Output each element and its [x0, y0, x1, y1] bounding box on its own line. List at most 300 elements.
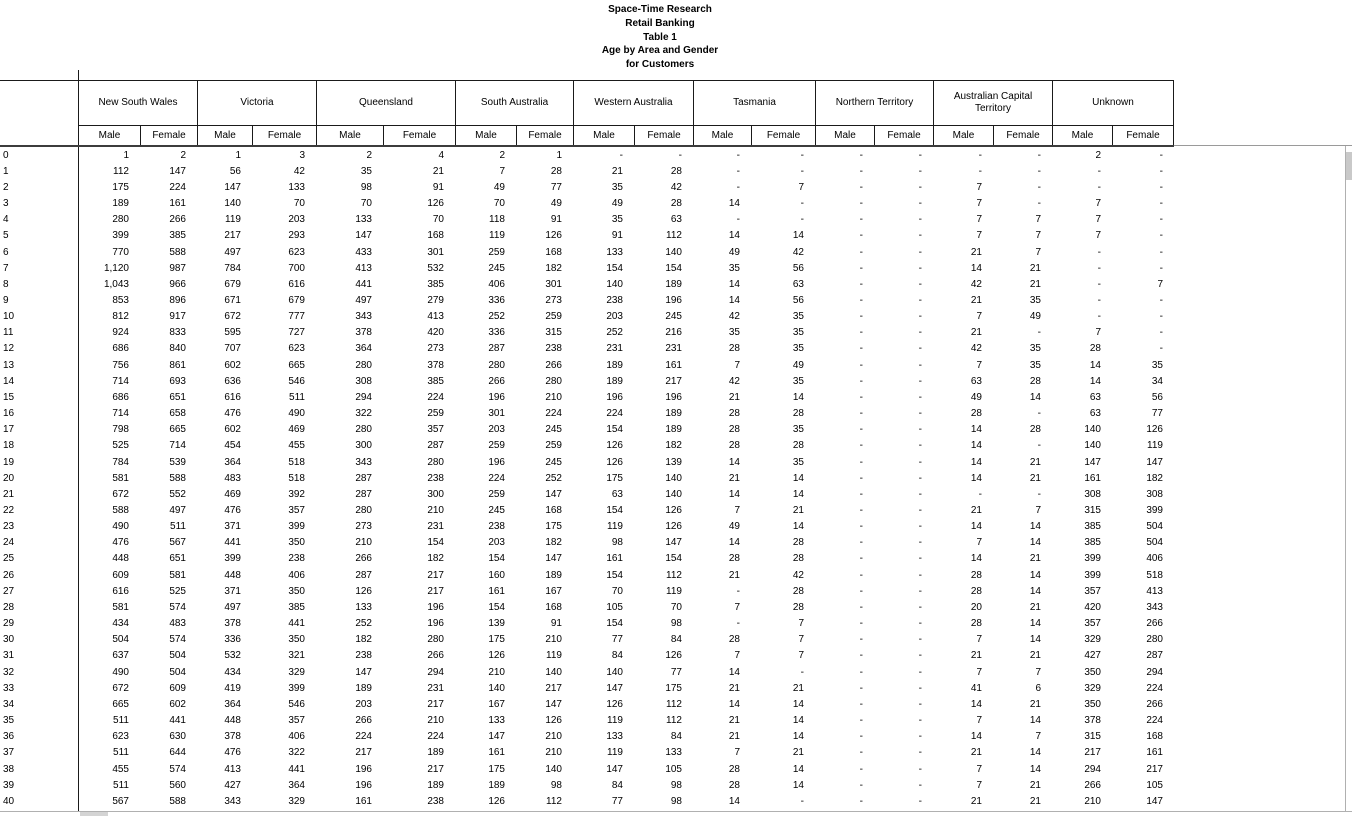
value-cell: 21 — [792, 682, 804, 694]
value-cell: 126 — [606, 698, 623, 710]
value-cell: 35 — [611, 214, 623, 226]
table-row — [0, 599, 1174, 615]
value-cell: 7 — [1095, 198, 1101, 210]
value-cell: 140 — [545, 666, 562, 678]
value-cell: 217 — [427, 698, 444, 710]
value-cell: 924 — [112, 327, 129, 339]
value-cell: 329 — [1084, 634, 1101, 646]
value-cell: 182 — [665, 440, 682, 452]
value-cell: 147 — [355, 230, 372, 242]
value-cell: - — [918, 505, 922, 517]
horizontal-scrollbar-thumb[interactable] — [80, 812, 108, 816]
value-cell: - — [1159, 262, 1163, 274]
value-cell: 203 — [488, 424, 505, 436]
value-cell: - — [859, 553, 863, 565]
value-cell: 182 — [1146, 472, 1163, 484]
value-cell: 35 — [792, 424, 804, 436]
value-cell: - — [1037, 181, 1041, 193]
table-body — [0, 147, 1174, 809]
value-cell: - — [859, 601, 863, 613]
value-cell: 637 — [112, 650, 129, 662]
table-sub-header-row — [78, 126, 1174, 145]
value-cell: 63 — [670, 214, 682, 226]
value-cell: 91 — [550, 618, 562, 630]
value-cell: 336 — [224, 634, 241, 646]
value-cell: - — [1037, 149, 1041, 161]
age-label: 30 — [3, 634, 15, 646]
age-label: 20 — [3, 472, 15, 484]
age-label: 36 — [3, 731, 15, 743]
value-cell: 406 — [1146, 553, 1163, 565]
value-cell: 140 — [665, 472, 682, 484]
value-cell: 840 — [169, 343, 186, 355]
value-cell: 21 — [792, 747, 804, 759]
value-cell: 63 — [1089, 391, 1101, 403]
title-line-population: for Customers — [625, 59, 695, 71]
value-cell: 203 — [606, 311, 623, 323]
value-cell: 434 — [112, 618, 129, 630]
value-cell: 119 — [607, 715, 623, 727]
table-row — [0, 616, 1174, 632]
value-cell: 7 — [976, 214, 982, 226]
value-cell: 665 — [288, 359, 305, 371]
value-cell: - — [918, 311, 922, 323]
value-cell: - — [918, 246, 922, 258]
value-cell: 21 — [728, 569, 740, 581]
age-label: 26 — [3, 569, 15, 581]
value-cell: - — [918, 343, 922, 355]
value-cell: 14 — [1089, 375, 1101, 387]
value-cell: - — [918, 424, 922, 436]
column-group-qld: Queensland — [316, 81, 455, 125]
value-cell: 189 — [606, 375, 623, 387]
value-cell: 7 — [734, 747, 740, 759]
value-cell: - — [859, 795, 863, 807]
value-cell: 84 — [611, 650, 623, 662]
value-cell: 7 — [1095, 230, 1101, 242]
value-cell: 329 — [288, 666, 305, 678]
value-cell: 70 — [360, 198, 372, 210]
value-cell: 14 — [728, 488, 740, 500]
table-row — [0, 712, 1174, 728]
value-cell: 133 — [288, 181, 305, 193]
value-cell: 105 — [665, 763, 682, 775]
value-cell: 504 — [112, 634, 129, 646]
value-cell: 147 — [1084, 456, 1101, 468]
value-cell: 217 — [1146, 763, 1163, 775]
value-cell: 399 — [1146, 505, 1163, 517]
value-cell: - — [859, 650, 863, 662]
value-cell: 189 — [427, 747, 444, 759]
value-cell: 504 — [1146, 521, 1163, 533]
value-cell: 238 — [288, 553, 305, 565]
value-cell: 168 — [545, 246, 562, 258]
value-cell: 126 — [488, 795, 505, 807]
value-cell: 7 — [798, 650, 804, 662]
value-cell: 161 — [169, 198, 186, 210]
vertical-scrollbar[interactable] — [1345, 146, 1352, 811]
value-cell: - — [918, 391, 922, 403]
value-cell: - — [859, 181, 863, 193]
value-cell: - — [918, 553, 922, 565]
value-cell: 511 — [113, 715, 129, 727]
column-group-sa: South Australia — [455, 81, 573, 125]
value-cell: 28 — [1089, 343, 1101, 355]
value-cell: 126 — [545, 715, 562, 727]
value-cell: 63 — [1089, 408, 1101, 420]
value-cell: 168 — [427, 230, 444, 242]
value-cell: 126 — [606, 456, 623, 468]
column-nt-male: Male — [815, 126, 874, 145]
value-cell: 350 — [288, 585, 305, 597]
value-cell: 308 — [1084, 488, 1101, 500]
value-cell: - — [859, 424, 863, 436]
table-row — [0, 777, 1174, 793]
value-cell: 476 — [224, 505, 241, 517]
value-cell: 245 — [545, 424, 562, 436]
value-cell: - — [1097, 278, 1101, 290]
value-cell: 147 — [224, 181, 241, 193]
age-label: 27 — [3, 585, 15, 597]
value-cell: 14 — [792, 230, 804, 242]
value-cell: 126 — [488, 650, 505, 662]
value-cell: 672 — [224, 311, 241, 323]
table-row — [0, 535, 1174, 551]
value-cell: 455 — [112, 763, 129, 775]
age-label: 18 — [3, 440, 15, 452]
value-cell: - — [859, 521, 863, 533]
value-cell: 329 — [288, 795, 305, 807]
value-cell: 49 — [728, 521, 740, 533]
age-label: 28 — [3, 601, 15, 613]
table-row — [0, 147, 1174, 163]
value-cell: - — [859, 569, 863, 581]
value-cell: 28 — [1029, 375, 1041, 387]
value-cell: 671 — [224, 294, 241, 306]
table-row — [0, 163, 1174, 179]
value-cell: 42 — [728, 375, 740, 387]
value-cell: 112 — [546, 795, 562, 807]
value-cell: 147 — [665, 537, 682, 549]
value-cell: 896 — [169, 294, 186, 306]
value-cell: 7 — [976, 198, 982, 210]
value-cell: - — [918, 698, 922, 710]
value-cell: 14 — [1029, 618, 1041, 630]
value-cell: 160 — [488, 569, 505, 581]
value-cell: - — [859, 488, 863, 500]
value-cell: 161 — [488, 585, 505, 597]
value-cell: 280 — [355, 505, 372, 517]
column-unknown-female: Female — [1112, 126, 1174, 145]
table-row — [0, 244, 1174, 260]
value-cell: 987 — [169, 262, 186, 274]
value-cell: 224 — [427, 731, 444, 743]
value-cell: 385 — [288, 601, 305, 613]
value-cell: 112 — [666, 698, 682, 710]
value-cell: 399 — [288, 521, 305, 533]
table-row — [0, 292, 1174, 308]
value-cell: 21 — [728, 391, 740, 403]
title-line-dataset: Retail Banking — [625, 17, 695, 29]
value-cell: 7 — [976, 230, 982, 242]
age-label: 2 — [3, 181, 9, 193]
value-cell: 119 — [607, 521, 623, 533]
header-bottom-rule-extension — [1174, 145, 1352, 146]
value-cell: 140 — [1084, 440, 1101, 452]
value-cell: 175 — [545, 521, 562, 533]
value-cell: 119 — [607, 747, 623, 759]
value-cell: 280 — [545, 375, 562, 387]
value-cell: 28 — [670, 165, 682, 177]
value-cell: - — [859, 666, 863, 678]
value-cell: 357 — [1084, 585, 1101, 597]
value-cell: 588 — [169, 472, 186, 484]
value-cell: 210 — [355, 537, 372, 549]
value-cell: 6 — [1035, 682, 1041, 694]
value-cell: 287 — [355, 472, 372, 484]
value-cell: 210 — [427, 715, 444, 727]
value-cell: 21 — [970, 650, 982, 662]
age-label: 19 — [3, 456, 15, 468]
table-row — [0, 212, 1174, 228]
value-cell: 490 — [288, 408, 305, 420]
value-cell: 672 — [112, 488, 129, 500]
value-cell: 427 — [1084, 650, 1101, 662]
value-cell: 7 — [798, 181, 804, 193]
column-group-vic: Victoria — [197, 81, 316, 125]
value-cell: 378 — [224, 618, 241, 630]
table-row — [0, 745, 1174, 761]
column-group-nsw: New South Wales — [78, 81, 197, 125]
value-cell: 777 — [288, 311, 305, 323]
value-cell: - — [1037, 198, 1041, 210]
value-cell: 224 — [427, 391, 444, 403]
column-group-act: Australian Capital Territory — [933, 81, 1052, 125]
value-cell: 441 — [288, 618, 305, 630]
value-cell: 448 — [224, 569, 241, 581]
value-cell: 21 — [970, 327, 982, 339]
value-cell: 224 — [1146, 682, 1163, 694]
value-cell: 140 — [488, 682, 505, 694]
value-cell: 238 — [427, 472, 444, 484]
value-cell: - — [978, 165, 982, 177]
value-cell: 539 — [169, 456, 186, 468]
value-cell: 35 — [792, 327, 804, 339]
value-cell: 266 — [545, 359, 562, 371]
value-cell: 21 — [970, 795, 982, 807]
value-cell: 588 — [169, 795, 186, 807]
value-cell: 266 — [1146, 698, 1163, 710]
value-cell: 581 — [112, 601, 129, 613]
value-cell: 154 — [606, 262, 623, 274]
age-label: 1 — [3, 165, 9, 177]
value-cell: - — [736, 585, 740, 597]
value-cell: - — [1097, 246, 1101, 258]
value-cell: 21 — [728, 715, 740, 727]
value-cell: 28 — [792, 408, 804, 420]
age-label: 6 — [3, 246, 9, 258]
value-cell: 1,120 — [103, 262, 129, 274]
value-cell: 504 — [169, 650, 186, 662]
value-cell: 84 — [670, 731, 682, 743]
value-cell: 266 — [355, 553, 372, 565]
value-cell: 42 — [728, 311, 740, 323]
value-cell: 273 — [427, 343, 444, 355]
value-cell: 399 — [1084, 553, 1101, 565]
value-cell: 140 — [606, 666, 623, 678]
value-cell: - — [918, 682, 922, 694]
value-cell: 595 — [224, 327, 241, 339]
value-cell: 42 — [970, 343, 982, 355]
value-cell: 119 — [666, 585, 682, 597]
value-cell: 511 — [289, 391, 305, 403]
value-cell: 224 — [169, 181, 186, 193]
value-cell: 161 — [355, 795, 372, 807]
column-nsw-male: Male — [78, 126, 140, 145]
value-cell: 1 — [556, 149, 562, 161]
value-cell: 727 — [288, 327, 305, 339]
value-cell: - — [736, 149, 740, 161]
value-cell: 315 — [545, 327, 562, 339]
value-cell: 20 — [970, 601, 982, 613]
value-cell: - — [1037, 408, 1041, 420]
value-cell: 189 — [665, 278, 682, 290]
value-cell: 420 — [1084, 601, 1101, 613]
value-cell: - — [859, 634, 863, 646]
value-cell: 280 — [355, 359, 372, 371]
value-cell: - — [859, 440, 863, 452]
value-cell: 686 — [112, 343, 129, 355]
value-cell: - — [918, 731, 922, 743]
value-cell: 217 — [427, 763, 444, 775]
value-cell: - — [859, 731, 863, 743]
table-row — [0, 454, 1174, 470]
value-cell: 252 — [545, 472, 562, 484]
value-cell: 231 — [427, 682, 444, 694]
value-cell: 245 — [665, 311, 682, 323]
value-cell: 203 — [488, 537, 505, 549]
value-cell: - — [1097, 165, 1101, 177]
value-cell: 693 — [169, 375, 186, 387]
value-cell: 182 — [355, 634, 372, 646]
value-cell: 14 — [1029, 715, 1041, 727]
value-cell: 385 — [427, 375, 444, 387]
table-row — [0, 422, 1174, 438]
column-act-female: Female — [993, 126, 1052, 145]
value-cell: 322 — [355, 408, 372, 420]
value-cell: - — [918, 230, 922, 242]
table-row — [0, 325, 1174, 341]
value-cell: 504 — [1146, 537, 1163, 549]
value-cell: 448 — [112, 553, 129, 565]
value-cell: 266 — [1146, 618, 1163, 630]
value-cell: 140 — [1084, 424, 1101, 436]
value-cell: 427 — [224, 779, 241, 791]
value-cell: - — [918, 181, 922, 193]
value-cell: 14 — [1029, 747, 1041, 759]
value-cell: 966 — [169, 278, 186, 290]
value-cell: 385 — [169, 230, 186, 242]
value-cell: 14 — [970, 731, 982, 743]
value-cell: 35 — [1029, 294, 1041, 306]
value-cell: 490 — [112, 521, 129, 533]
value-cell: 476 — [224, 747, 241, 759]
title-line-table-number: Table 1 — [643, 31, 677, 43]
value-cell: 105 — [606, 601, 623, 613]
value-cell: 21 — [1029, 698, 1041, 710]
value-cell: 161 — [1146, 747, 1163, 759]
value-cell: 679 — [288, 294, 305, 306]
value-cell: 14 — [970, 521, 982, 533]
value-cell: 336 — [488, 327, 505, 339]
value-cell: 118 — [489, 214, 505, 226]
value-cell: 7 — [798, 634, 804, 646]
value-cell: - — [859, 198, 863, 210]
value-cell: 14 — [1089, 359, 1101, 371]
value-cell: 357 — [427, 424, 444, 436]
value-cell: 231 — [427, 521, 444, 533]
value-cell: - — [918, 634, 922, 646]
age-label: 8 — [3, 278, 9, 290]
value-cell: - — [859, 537, 863, 549]
value-cell: 280 — [427, 634, 444, 646]
age-label: 37 — [3, 747, 15, 759]
value-cell: 14 — [792, 731, 804, 743]
column-tas-male: Male — [693, 126, 751, 145]
column-act-male: Male — [933, 126, 993, 145]
value-cell: 665 — [112, 698, 129, 710]
value-cell: 14 — [792, 715, 804, 727]
value-cell: 28 — [970, 569, 982, 581]
value-cell: 35 — [792, 311, 804, 323]
value-cell: 28 — [728, 440, 740, 452]
value-cell: - — [918, 375, 922, 387]
table-row — [0, 551, 1174, 567]
value-cell: - — [918, 408, 922, 420]
value-cell: 42 — [792, 246, 804, 258]
value-cell: 84 — [670, 634, 682, 646]
value-cell: - — [918, 198, 922, 210]
value-cell: - — [859, 505, 863, 517]
value-cell: 238 — [488, 521, 505, 533]
value-cell: 35 — [728, 262, 740, 274]
value-cell: 21 — [970, 246, 982, 258]
value-cell: - — [859, 149, 863, 161]
value-cell: 70 — [493, 198, 505, 210]
value-cell: 77 — [1151, 408, 1163, 420]
value-cell: 133 — [488, 715, 505, 727]
value-cell: 210 — [545, 747, 562, 759]
value-cell: - — [918, 262, 922, 274]
value-cell: 126 — [545, 230, 562, 242]
value-cell: 35 — [728, 327, 740, 339]
value-cell: - — [1159, 165, 1163, 177]
value-cell: - — [1097, 181, 1101, 193]
value-cell: 357 — [1084, 618, 1101, 630]
value-cell: 28 — [728, 763, 740, 775]
value-cell: - — [1159, 343, 1163, 355]
value-cell: - — [1159, 149, 1163, 161]
value-cell: 35 — [360, 165, 372, 177]
value-cell: - — [736, 618, 740, 630]
vertical-scrollbar-thumb[interactable] — [1346, 152, 1352, 180]
horizontal-scrollbar[interactable] — [0, 811, 1352, 816]
age-label: 33 — [3, 682, 15, 694]
value-cell: 217 — [665, 375, 682, 387]
value-cell: - — [619, 149, 623, 161]
value-cell: 308 — [1146, 488, 1163, 500]
value-cell: 756 — [112, 359, 129, 371]
